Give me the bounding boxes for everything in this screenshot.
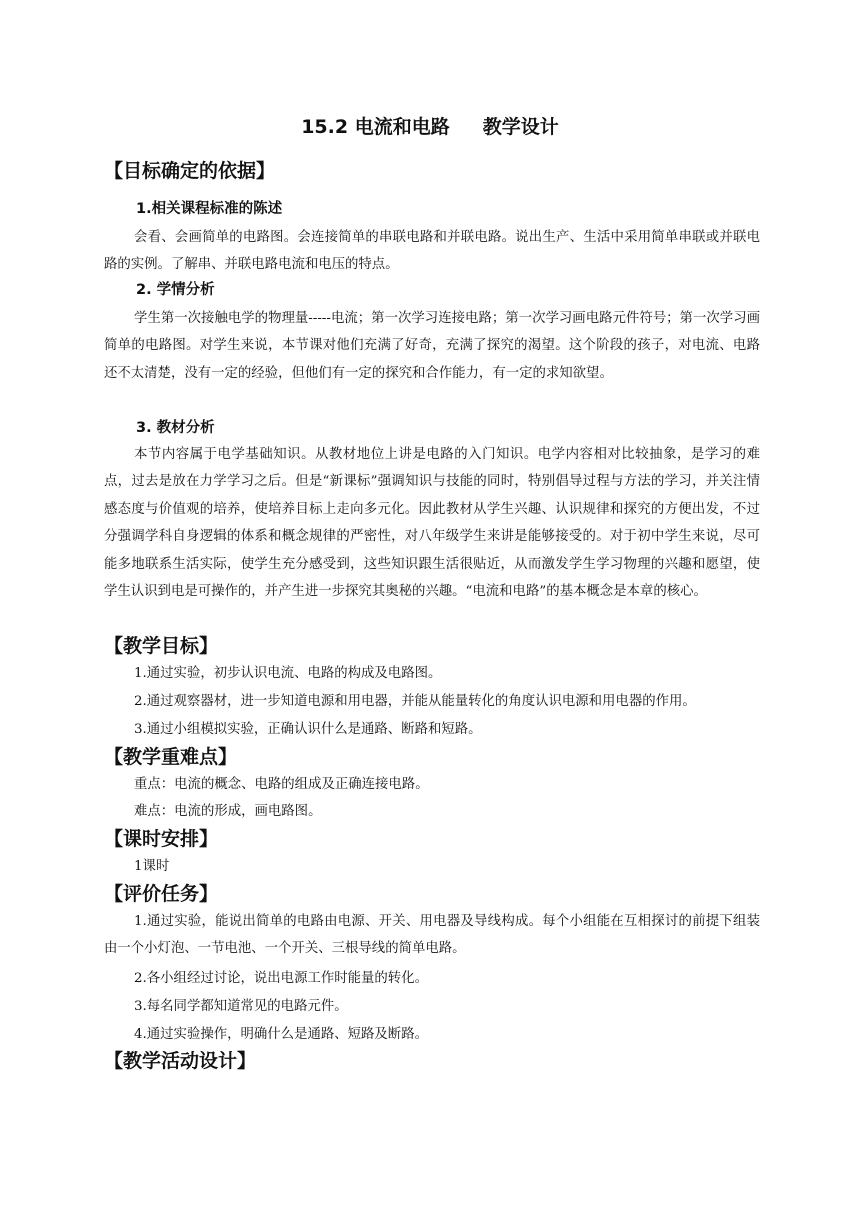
- heading-teaching-activities: 【教学活动设计】: [104, 1050, 257, 1072]
- paragraph-textbook-analysis: 本节内容属于电学基础知识。从教材地位上讲是电路的入门知识。电学内容相对比较抽象，是学习的难点，过去是放在力学学习之后。但是“新课标”强调知识与技能的同时，特别倡导过程与方法的学习，并关注情感态度与价值观的培养，使培养目标上走向多元化。因此教材从学生兴趣、认识规律和探究的方便出发，不过分强调学科自身逻辑的体系和概念规律的严密性，对八年级学生来讲是能够接受的。对于初中学生来说，尽可能多地联系生活实际，使学生充分感受到，这些知识跟生活很贴近，从而激发学生学习物理的兴趣和愿望，使学生认识到电是可操作的，并产生进一步探究其奥秘的兴趣。“电流和电路”的基本概念是本章的核心。: [104, 447, 760, 600]
- lesson-schedule-text: 1课时: [134, 859, 170, 874]
- goal-item-3: 3.通过小组模拟实验，正确认识什么是通路、断路和短路。: [134, 722, 482, 737]
- heading-lesson-schedule: 【课时安排】: [104, 828, 219, 850]
- paragraph-student-analysis: 学生第一次接触电学的物理量-----电流；第一次学习连接电路；第一次学习画电路元件符号；第一次学习画简单的电路图。对学生来说，本节课对他们充满了好奇，充满了探究的渴望。这个阶段的孩子，对电流、电路还不太清楚，没有一定的经验，但他们有一定的探究和合作能力，有一定的求知欲望。: [104, 311, 760, 381]
- document-title: 15.2 电流和电路 教学设计: [301, 116, 559, 138]
- heading-teaching-goals: 【教学目标】: [104, 635, 219, 657]
- evaluation-item-3: 3.每名同学都知道常见的电路元件。: [134, 999, 348, 1014]
- subheading-student-analysis: 2. 学情分析: [136, 282, 215, 298]
- heading-key-difficult-points: 【教学重难点】: [104, 746, 238, 768]
- subheading-curriculum-standard: 1.相关课程标准的陈述: [136, 201, 283, 217]
- goal-item-2: 2.通过观察器材，进一步知道电源和用电器，并能从能量转化的角度认识电源和用电器的作用。: [134, 694, 696, 709]
- difficult-point-text: 难点：电流的形成，画电路图。: [134, 804, 322, 819]
- goal-item-1: 1.通过实验，初步认识电流、电路的构成及电路图。: [134, 666, 442, 681]
- key-point-text: 重点：电流的概念、电路的组成及正确连接电路。: [134, 777, 429, 792]
- evaluation-item-4: 4.通过实验操作，明确什么是通路、短路及断路。: [134, 1027, 428, 1042]
- paragraph-curriculum-standard: 会看、会画简单的电路图。会连接简单的串联电路和并联电路。说出生产、生活中采用简单串联或并联电路的实例。了解串、并联电路电流和电压的特点。: [104, 230, 760, 273]
- heading-evaluation-tasks: 【评价任务】: [104, 883, 219, 905]
- evaluation-item-2: 2.各小组经过讨论，说出电源工作时能量的转化。: [134, 971, 428, 986]
- evaluation-item-1: 1.通过实验，能说出简单的电路由电源、开关、用电器及导线构成。每个小组能在互相探讨的前提下组装由一个小灯泡、一节电池、一个开关、三根导线的简单电路。: [104, 914, 760, 957]
- heading-basis: 【目标确定的依据】: [104, 160, 276, 182]
- subheading-textbook-analysis: 3. 教材分析: [136, 420, 215, 436]
